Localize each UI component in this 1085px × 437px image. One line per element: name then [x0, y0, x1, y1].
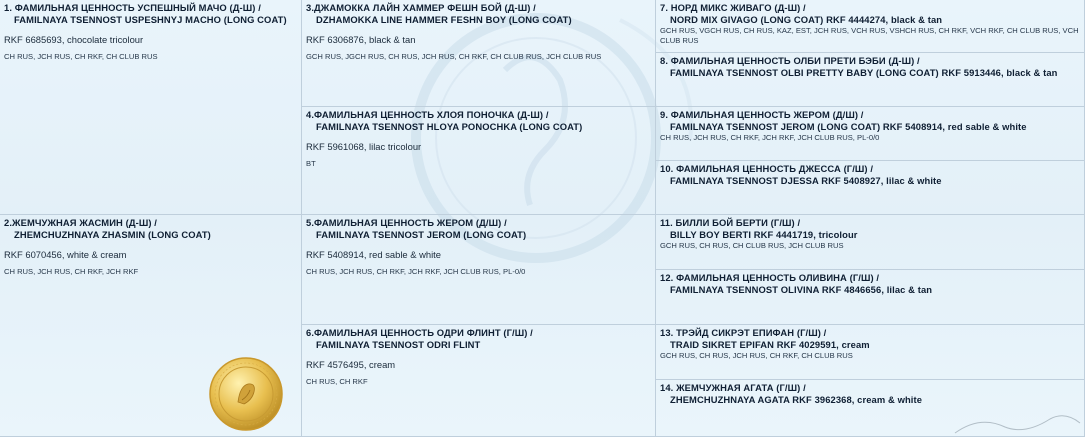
pedigree-cell-5 — [302, 215, 656, 325]
dog-name-ru: ФАМИЛЬНАЯ ЦЕННОСТЬ ЖЕРОМ (Д/Ш) / — [670, 109, 864, 120]
dog-registration: RKF 4576495, cream — [306, 359, 396, 370]
dog-name-ru: ФАМИЛЬНАЯ ЦЕННОСТЬ ХЛОЯ ПОНОЧКА (Д-Ш) / — [314, 109, 549, 120]
gold-seal-icon — [208, 356, 284, 432]
dog-number: 2. — [4, 217, 13, 228]
dog-name-ru: ТРЭЙД СИКРЭТ ЕПИФАН (Г/Ш) / — [676, 327, 827, 338]
dog-number: 6. — [306, 327, 315, 338]
dog-name-en: FAMILNAYA TSENNOST JEROM (LONG COAT) RKF 5408914, red sable & white — [670, 120, 1027, 132]
dog-titles: CH RUS, JCH RUS, CH RKF, JCH RKF, JCH CLUB RUS, PL-0/0 — [306, 266, 526, 276]
dog-number: 3. — [306, 2, 315, 13]
pedigree-cell-8 — [656, 53, 1085, 107]
pedigree-cell-9 — [656, 107, 1085, 161]
pedigree-cell-6 — [302, 325, 656, 437]
dog-name-ru: НОРД МИКС ЖИВАГО (Д-Ш) / — [670, 2, 806, 13]
pedigree-cell-10 — [656, 161, 1085, 215]
dog-number: 11. — [660, 217, 673, 228]
dog-number: 4. — [306, 109, 315, 120]
dog-name-en: FAMILNAYA TSENNOST ODRI FLINT — [316, 338, 481, 350]
dog-name-ru: ФАМИЛЬНАЯ ЦЕННОСТЬ ОДРИ ФЛИНТ (Г/Ш) / — [314, 327, 533, 338]
pedigree-cell-4 — [302, 107, 656, 215]
pedigree-cell-7 — [656, 0, 1085, 53]
dog-number: 9. — [660, 109, 669, 120]
dog-name-ru: ФАМИЛЬНАЯ ЦЕННОСТЬ ЖЕРОМ (Д/Ш) / — [314, 217, 507, 228]
dog-number: 12. — [660, 272, 674, 283]
dog-number: 1. — [4, 2, 13, 13]
dog-number: 8. — [660, 55, 669, 66]
pedigree-cell-3 — [302, 0, 656, 107]
dog-registration: RKF 6070456, white & cream — [4, 249, 127, 260]
dog-titles: CH RUS, CH RKF — [306, 376, 368, 386]
dog-name-en: FAMILNAYA TSENNOST USPESHNYJ MACHO (LONG COAT) — [14, 13, 287, 25]
pedigree-cell-1 — [0, 0, 302, 215]
dog-name-ru: ФАМИЛЬНАЯ ЦЕННОСТЬ УСПЕШНЫЙ МАЧО (Д-Ш) / — [14, 2, 261, 13]
dog-titles: GCH RUS, CH RUS, JCH RUS, CH RKF, CH CLUB RUS — [660, 351, 853, 360]
pedigree-cell-13 — [656, 325, 1085, 380]
dog-name-en: ZHEMCHUZHNAYA AGATA RKF 3962368, cream & white — [670, 393, 923, 405]
pedigree-cell-11 — [656, 215, 1085, 270]
dog-number: 5. — [306, 217, 315, 228]
dog-name-ru: ФАМИЛЬНАЯ ЦЕННОСТЬ ОЛИВИНА (Г/Ш) / — [676, 272, 880, 283]
dog-registration: RKF 5961068, lilac tricolour — [306, 141, 422, 152]
signature-scribble — [950, 405, 1085, 437]
dog-number: 14. — [660, 382, 674, 393]
dog-registration: RKF 5408914, red sable & white — [306, 249, 441, 260]
dog-titles: CH RUS, JCH RUS, CH RKF, CH CLUB RUS — [4, 51, 158, 61]
dog-name-ru: ДЖАМОККА ЛАЙН ХАММЕР ФЕШН БОЙ (Д-Ш) / — [314, 2, 536, 13]
dog-name-en: FAMILNAYA TSENNOST HLOYA PONOCHKA (LONG COAT) — [316, 120, 583, 132]
dog-titles: BT — [306, 158, 316, 168]
dog-name-ru: ФАМИЛЬНАЯ ЦЕННОСТЬ ОЛБИ ПРЕТИ БЭБИ (Д-Ш) / — [670, 55, 920, 66]
dog-titles: GCH RUS, CH RUS, CH CLUB RUS, JCH CLUB RUS — [660, 241, 844, 250]
dog-name-ru: ФАМИЛЬНАЯ ЦЕННОСТЬ ДЖЕССА (Г/Ш) / — [676, 163, 874, 174]
dog-name-en: FAMILNAYA TSENNOST OLBI PRETTY BABY (LONG COAT) RKF 5913446, black & tan — [670, 66, 1058, 78]
dog-registration: RKF 6306876, black & tan — [306, 34, 416, 45]
dog-name-en: BILLY BOY BERTI RKF 4441719, tricolour — [670, 228, 858, 240]
dog-name-en: FAMILNAYA TSENNOST JEROM (LONG COAT) — [316, 228, 527, 240]
dog-name-ru: ЖЕМЧУЖНАЯ ЖАСМИН (Д-Ш) / — [12, 217, 157, 228]
dog-name-en: DZHAMOKKA LINE HAMMER FESHN BOY (LONG COAT) — [316, 13, 572, 25]
dog-titles: GCH RUS, JGCH RUS, CH RUS, JCH RUS, CH RKF, CH CLUB RUS, JCH CLUB RUS — [306, 51, 602, 61]
dog-titles: GCH RUS, VGCH RUS, CH RUS, KAZ, EST, JCH RUS, VCH RUS, VSHCH RUS, CH RKF, VCH RKF, CH CLUB RUS, VCH CLUB RUS — [660, 26, 1079, 45]
dog-name-ru: БИЛЛИ БОЙ БЕРТИ (Г/Ш) / — [675, 217, 801, 228]
dog-number: 13. — [660, 327, 674, 338]
dog-name-en: NORD MIX GIVAGO (LONG COAT) RKF 4444274, black & tan — [670, 13, 943, 25]
dog-name-en: FAMILNAYA TSENNOST DJESSA RKF 5408927, lilac & white — [670, 174, 942, 186]
dog-number: 7. — [660, 2, 669, 13]
dog-name-en: TRAID SIKRET EPIFAN RKF 4029591, cream — [670, 338, 870, 350]
dog-titles: CH RUS, JCH RUS, CH RKF, JCH RKF — [4, 266, 139, 276]
dog-name-en: FAMILNAYA TSENNOST OLIVINA RKF 4846656, lilac & tan — [670, 283, 933, 295]
dog-name-en: ZHEMCHUZHNAYA ZHASMIN (LONG COAT) — [14, 228, 211, 240]
pedigree-cell-12 — [656, 270, 1085, 325]
dog-name-ru: ЖЕМЧУЖНАЯ АГАТА (Г/Ш) / — [676, 382, 806, 393]
dog-titles: CH RUS, JCH RUS, CH RKF, JCH RKF, JCH CLUB RUS, PL-0/0 — [660, 133, 880, 142]
dog-number: 10. — [660, 163, 674, 174]
dog-registration: RKF 6685693, chocolate tricolour — [4, 34, 144, 45]
